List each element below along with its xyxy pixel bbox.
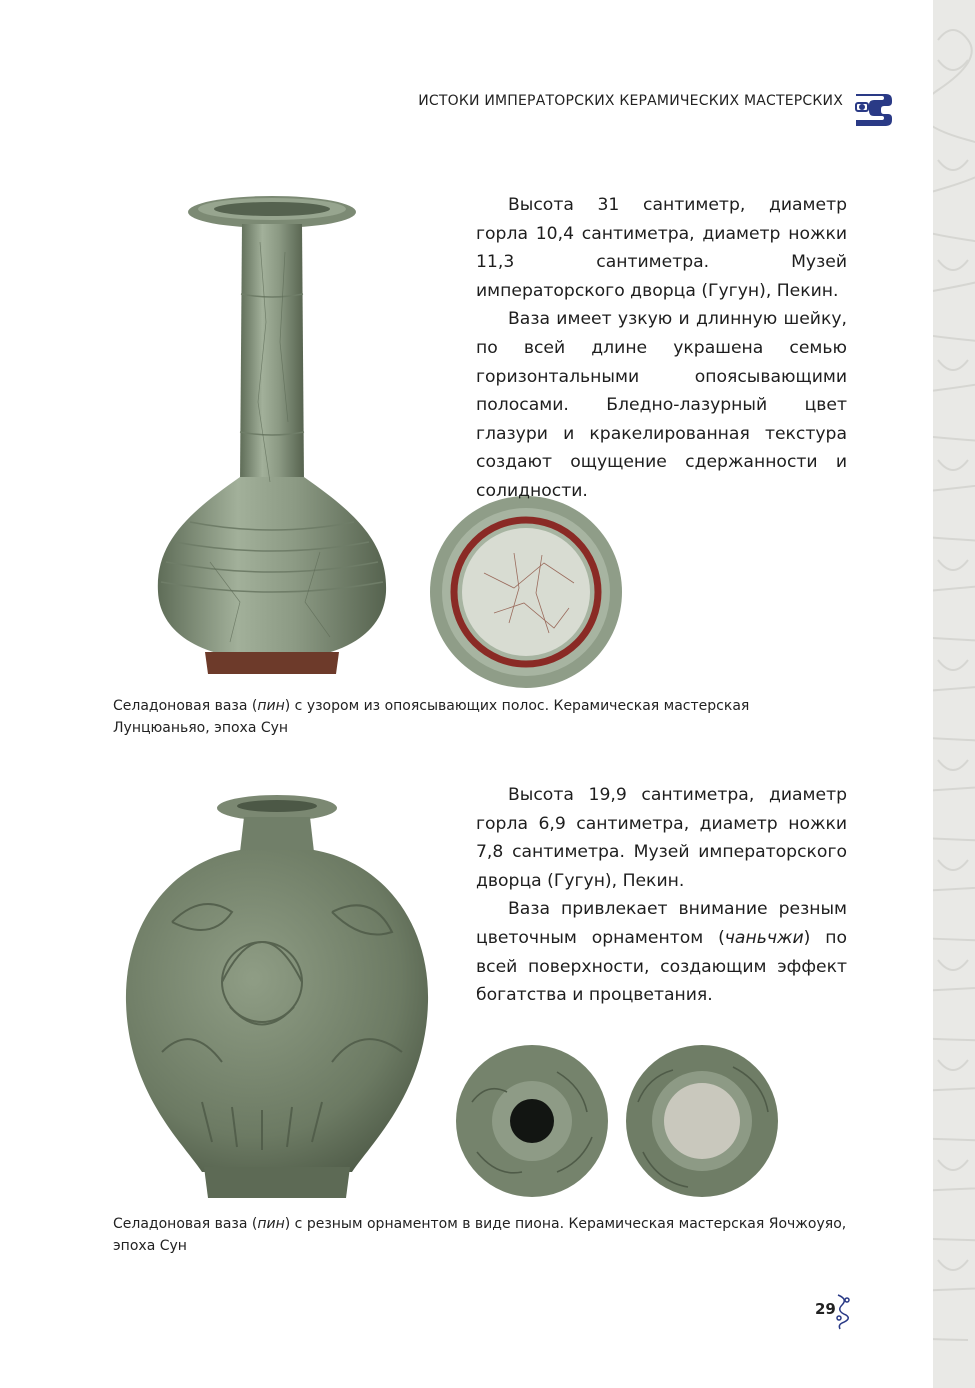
carved-vase-base-photo <box>623 1042 781 1204</box>
vase-1-dimensions-paragraph: Высота 31 сантиметр, диаметр горла 10,4 сантиметра, диаметр ножки 11,3 сантиметра. Музей императорского дворца (Гугун), Пекин. <box>476 195 847 301</box>
running-header-title: ИСТОКИ ИМПЕРАТОРСКИХ КЕРАМИЧЕСКИХ МАСТЕРСКИХ <box>418 93 843 109</box>
decorative-side-band <box>933 0 975 1388</box>
vase-2-description <box>476 781 847 1010</box>
vase-1-description-paragraph: Ваза имеет узкую и длинную шейку, по всей длине украшена семью горизонтальными опоясывающими полосами. Бледно-лазурный цвет глазури и кракелированная текстура создают ощущение сдержанности и солидности. <box>476 309 847 501</box>
carved-vase-top-view-photo <box>447 1042 617 1204</box>
side-band-pattern <box>933 0 975 1388</box>
tall-celadon-vase-photo <box>130 182 415 684</box>
vase-2-dimensions-paragraph: Высота 19,9 сантиметра, диаметр горла 6,9 сантиметра, диаметр ножки 7,8 сантиметра. Музей императорского дворца (Гугун), Пекин. <box>476 785 847 891</box>
vase-2-caption: Селадоновая ваза (пин) с резным орнаментом в виде пиона. Керамическая мастерская Яочжоуяо, эпоха Сун <box>113 1216 847 1254</box>
cloud-ornament-icon <box>834 1291 854 1335</box>
tall-vase-base-photo <box>424 493 629 695</box>
blue-dragon-ornament-icon <box>852 88 894 130</box>
vase-1-description <box>476 191 847 506</box>
page-number: 29 <box>815 1300 836 1318</box>
vase-1-caption: Селадоновая ваза (пин) с узором из опоясывающих полос. Керамическая мастерская Лунцюаньяо, эпоха Сун <box>113 698 750 736</box>
vase-2-description-paragraph: Ваза привлекает внимание резным цветочным орнаментом (чаньчжи) по всей поверхности, создающим эффект богатства и процветания. <box>476 899 847 1006</box>
carved-celadon-vase-photo <box>112 772 470 1208</box>
